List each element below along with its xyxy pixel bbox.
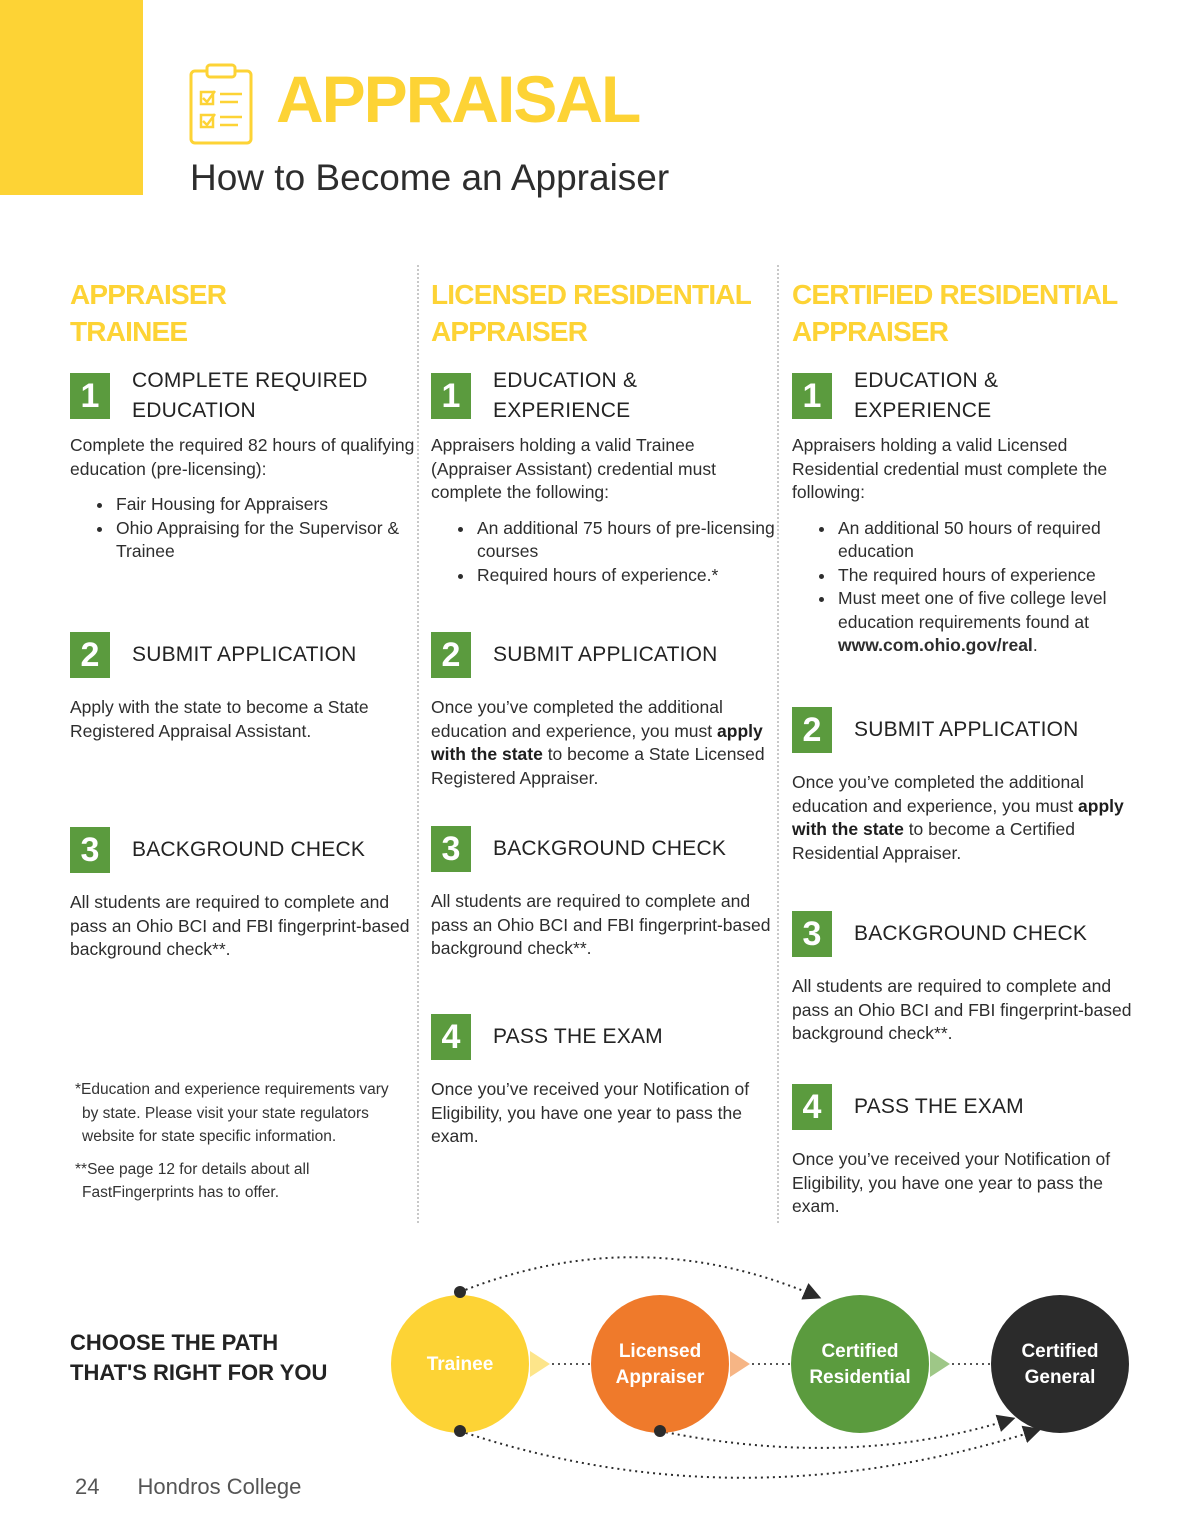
column-divider xyxy=(777,265,779,1223)
step-body: Apply with the state to become a State Registered Appraisal Assistant. xyxy=(70,697,369,741)
step-2 xyxy=(431,632,776,790)
column-title: LICENSED RESIDENTIAL APPRAISER xyxy=(431,279,752,347)
step-title: EDUCATION & EXPERIENCE xyxy=(493,369,638,422)
step-1 xyxy=(70,366,415,564)
skip-path-arc xyxy=(460,1430,1038,1478)
step-number-badge: 1 xyxy=(792,373,832,419)
bullet-list xyxy=(792,517,1142,658)
licensed-appraiser-stage-circle xyxy=(591,1295,729,1433)
body-text: Once you’ve completed the additional education and experience, you must xyxy=(792,772,1084,816)
list-item: • Fair Housing for Appraisers xyxy=(114,493,415,517)
stage-label: Appraiser xyxy=(615,1367,705,1388)
step-number-badge: 2 xyxy=(431,632,471,678)
step-4 xyxy=(431,1014,776,1149)
step-3 xyxy=(792,911,1142,1046)
column-licensed-residential xyxy=(431,276,776,1146)
arrow-triangle xyxy=(930,1351,950,1377)
step-title: PASS THE EXAM xyxy=(854,1095,1024,1118)
list-item: • Required hours of experience.* xyxy=(475,564,776,588)
body-emphasis: apply with the state xyxy=(431,720,763,764)
stage-label: Certified xyxy=(821,1341,899,1362)
list-item: • An additional 75 hours of pre-licensing courses xyxy=(475,517,776,564)
body-text: to become a Certified Residential Appraiser. xyxy=(792,819,1076,863)
step-number-badge: 4 xyxy=(792,1084,832,1130)
step-body: All students are required to complete and pass an Ohio BCI and FBI fingerprint-based background check**. xyxy=(431,891,771,958)
step-body xyxy=(792,771,1142,865)
step-body: Complete the required 82 hours of qualifying education (pre-licensing): xyxy=(70,435,415,479)
body-emphasis: apply with the state xyxy=(792,795,1124,839)
list-item: • Ohio Appraising for the Supervisor & Trainee xyxy=(114,517,415,564)
path-dot xyxy=(654,1425,666,1437)
step-2 xyxy=(70,632,415,743)
step-number-badge: 4 xyxy=(431,1014,471,1060)
choose-path-heading: CHOOSE THE PATH THAT'S RIGHT FOR YOU xyxy=(70,1330,328,1385)
step-4 xyxy=(792,1084,1142,1219)
step-3 xyxy=(70,827,415,962)
step-number-badge: 3 xyxy=(70,827,110,873)
step-2 xyxy=(792,707,1142,865)
footnote: **See page 12 for details about all FastFingerprints has to offer. xyxy=(75,1160,310,1201)
step-1 xyxy=(431,366,776,587)
clipboard-checklist-icon xyxy=(188,62,254,146)
step-body: All students are required to complete and pass an Ohio BCI and FBI fingerprint-based background check**. xyxy=(792,976,1132,1043)
body-text: to become a State Licensed Registered Appraiser. xyxy=(431,744,765,788)
step-body: Appraisers holding a valid Licensed Residential credential must complete the following: xyxy=(792,435,1108,502)
page-footer xyxy=(75,1474,301,1500)
list-item-text: . xyxy=(1032,635,1038,655)
path-dot xyxy=(454,1425,466,1437)
column-certified-residential xyxy=(792,276,1142,1216)
page-subtitle: How to Become an Appraiser xyxy=(190,157,670,198)
column-title: APPRAISER TRAINEE xyxy=(70,279,227,347)
step-title: SUBMIT APPLICATION xyxy=(132,643,357,666)
step-title: SUBMIT APPLICATION xyxy=(854,718,1079,741)
body-text: Once you’ve completed the additional education and experience, you must xyxy=(431,697,723,741)
page-title: APPRAISAL xyxy=(276,62,640,136)
bullet-list xyxy=(70,493,415,564)
yellow-corner-block xyxy=(0,0,143,195)
step-number-badge: 2 xyxy=(792,707,832,753)
footnotes xyxy=(70,1078,400,1214)
stage-label: General xyxy=(1024,1367,1096,1388)
arrow-triangle xyxy=(530,1351,550,1377)
step-body: Once you’ve received your Notification of Eligibility, you have one year to pass the exam. xyxy=(431,1079,750,1146)
arrow-triangle xyxy=(730,1351,750,1377)
footnote: *Education and experience requirements vary by state. Please visit your state regulators website for state specific information. xyxy=(75,1081,389,1145)
list-item: • An additional 50 hours of required education xyxy=(836,517,1142,564)
step-title: COMPLETE REQUIRED EDUCATION xyxy=(132,369,368,422)
step-title: BACKGROUND CHECK xyxy=(132,838,366,861)
step-title: SUBMIT APPLICATION xyxy=(493,643,718,666)
column-title: CERTIFIED RESIDENTIAL APPRAISER xyxy=(792,279,1118,347)
column-divider xyxy=(417,265,419,1223)
stage-label: Licensed xyxy=(618,1341,702,1362)
career-path-diagram xyxy=(380,1245,1150,1490)
skip-path-arc xyxy=(460,1257,818,1297)
step-body xyxy=(431,696,776,790)
website-link[interactable]: www.com.ohio.gov/real xyxy=(838,635,1033,655)
step-title: BACKGROUND CHECK xyxy=(493,837,727,860)
step-title: BACKGROUND CHECK xyxy=(854,922,1088,945)
column-appraiser-trainee xyxy=(70,276,415,959)
step-number-badge: 1 xyxy=(70,373,110,419)
step-body: Appraisers holding a valid Trainee (Appraiser Assistant) credential must complete the following: xyxy=(431,435,716,502)
bullet-list xyxy=(431,517,776,588)
path-dot xyxy=(454,1286,466,1298)
stage-label: Certified xyxy=(1021,1341,1099,1362)
list-item: • The required hours of experience xyxy=(836,564,1142,588)
college-name: Hondros College xyxy=(137,1474,302,1499)
step-number-badge: 3 xyxy=(431,826,471,872)
step-title: EDUCATION & EXPERIENCE xyxy=(854,369,999,422)
step-3 xyxy=(431,826,776,961)
step-number-badge: 3 xyxy=(792,911,832,957)
step-number-badge: 2 xyxy=(70,632,110,678)
certified-residential-stage-circle xyxy=(791,1295,929,1433)
stage-label: Trainee xyxy=(426,1354,494,1375)
step-body: Once you’ve received your Notification of Eligibility, you have one year to pass the exam. xyxy=(792,1149,1111,1216)
step-body: All students are required to complete and pass an Ohio BCI and FBI fingerprint-based background check**. xyxy=(70,892,410,959)
list-item xyxy=(836,587,1142,658)
list-item-text: Must meet one of five college level education requirements found at xyxy=(838,588,1107,632)
page-number: 24 xyxy=(75,1474,100,1499)
step-title: PASS THE EXAM xyxy=(493,1025,663,1048)
step-1 xyxy=(792,366,1142,658)
stage-label: Residential xyxy=(809,1367,911,1388)
step-number-badge: 1 xyxy=(431,373,471,419)
certified-general-stage-circle xyxy=(991,1295,1129,1433)
